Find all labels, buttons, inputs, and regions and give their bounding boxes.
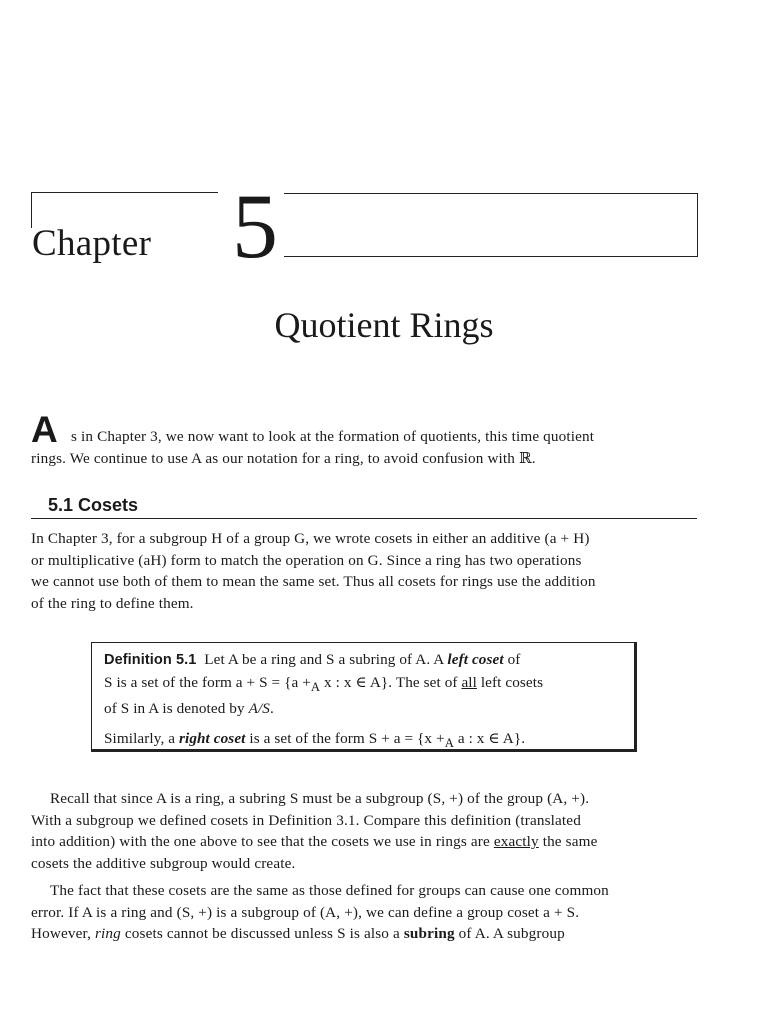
definition-text-2a: S is a set of the form a + S = {a + xyxy=(104,673,311,691)
fact-text-3a: However, xyxy=(31,925,95,943)
cosets-line-3: we cannot use both of them to mean the same set. Thus all cosets for rings use the addition xyxy=(31,573,596,591)
definition-subscript-b: A xyxy=(444,735,454,750)
exactly-underlined: exactly xyxy=(493,833,539,851)
fact-line-2: error. If A is a ring and (S, +) is a subgroup of (A, +), we can define a group coset a + S. xyxy=(31,903,580,921)
definition-text-4a: Similarly, a xyxy=(104,729,179,747)
definition-subscript-a: A xyxy=(310,679,321,694)
chapter-title: Quotient Rings xyxy=(274,305,494,345)
definition-label: Definition 5.1 xyxy=(104,652,197,668)
fact-text-3c: of A. A subgroup xyxy=(454,925,565,943)
recall-line-1: Recall that since A is a ring, a subring S must be a subgroup (S, +) of the group (A, +). xyxy=(50,790,590,807)
chapter-number: 5 xyxy=(232,175,278,277)
definition-text-3a: of S in A is denoted by xyxy=(104,700,249,718)
drop-cap: A xyxy=(31,409,58,450)
chapter-frame-top-left xyxy=(31,192,218,193)
definition-text-4c: a : x ∈ A}. xyxy=(453,729,526,747)
cosets-line-2: or multiplicative (aH) form to match the operation on G. Since a ring has two operations xyxy=(31,551,582,569)
recall-text-3a: into addition) with the one above to see that the cosets we use in rings are xyxy=(31,833,494,851)
intro-line-2: rings. We continue to use A as our notation for a ring, to avoid confusion with ℝ. xyxy=(31,449,536,467)
fact-paragraph xyxy=(31,880,699,945)
subring-bold: subring xyxy=(403,925,455,943)
recall-paragraph xyxy=(31,788,699,874)
fact-line-1: The fact that these cosets are the same as those defined for groups can cause one common xyxy=(50,882,609,899)
recall-line-3 xyxy=(31,831,699,853)
definition-line-1 xyxy=(104,649,626,672)
fact-text-3b: cosets cannot be discussed unless S is also a xyxy=(120,925,404,943)
cosets-line-1: In Chapter 3, for a subgroup H of a group G, we wrote cosets in either an additive (a + H) xyxy=(31,530,590,547)
definition-text-1a: Let A be a ring and S a subring of A. A xyxy=(204,651,448,668)
recall-line-2: With a subgroup we defined cosets in Definition 3.1. Compare this definition (translated xyxy=(31,811,581,829)
ring-italic: ring xyxy=(95,925,121,943)
definition-box xyxy=(91,642,637,752)
definition-text-1b: of xyxy=(503,651,521,668)
chapter-word: Chapter xyxy=(32,223,152,264)
fact-line-3 xyxy=(31,923,699,945)
chapter-frame-top-right xyxy=(284,193,698,194)
cosets-line-4: of the ring to define them. xyxy=(31,594,194,612)
definition-line-3 xyxy=(104,698,626,720)
chapter-frame-bottom-right xyxy=(284,256,698,257)
cosets-paragraph xyxy=(31,528,699,614)
all-underlined: all xyxy=(461,673,477,691)
recall-line-4: cosets the additive subgroup would create. xyxy=(31,854,296,872)
intro-paragraph xyxy=(31,426,699,469)
definition-text-2b: x : x ∈ A}. The set of xyxy=(320,673,462,691)
definition-line-2 xyxy=(104,672,626,699)
chapter-frame-right xyxy=(697,193,698,256)
definition-line-4 xyxy=(104,728,626,755)
left-coset-term: left coset xyxy=(447,651,504,668)
section-heading: 5.1 Cosets xyxy=(48,495,139,515)
definition-text-4b: is a set of the form S + a = {x + xyxy=(245,729,445,747)
section-rule xyxy=(31,518,697,519)
recall-text-3b: the same xyxy=(538,833,598,851)
definition-text-2c: left cosets xyxy=(476,673,544,691)
definition-text-3b: . xyxy=(269,700,274,718)
right-coset-term: right coset xyxy=(178,729,246,747)
quotient-notation: A/S xyxy=(248,700,270,718)
intro-line-1: s in Chapter 3, we now want to look at the formation of quotients, this time quotient xyxy=(71,428,595,445)
